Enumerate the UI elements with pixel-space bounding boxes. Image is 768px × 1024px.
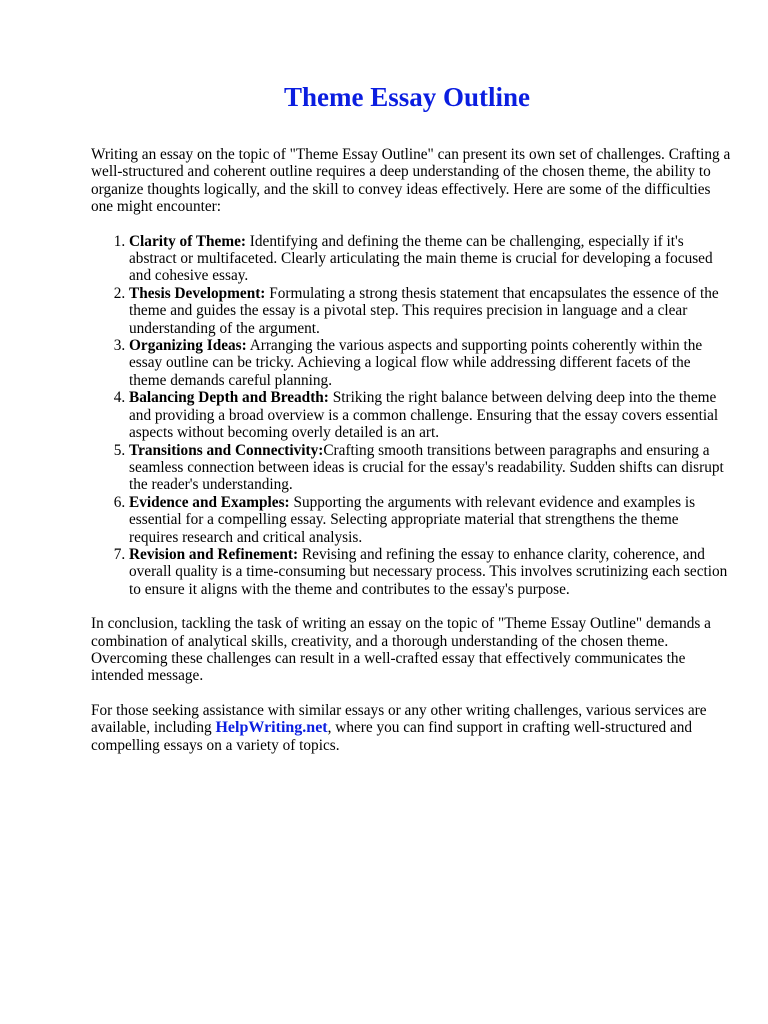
document-title: Theme Essay Outline <box>283 82 531 112</box>
list-item-text: Revising and refining the essay to enhance clarity, coherence, and overall quality is a time-consuming but necessary process. This involves scrutinizing each section to ensure it aligns with the theme and contributes to the essay's purpose. <box>129 545 728 598</box>
closing-paragraph <box>91 702 731 754</box>
list-item <box>129 233 731 285</box>
list-item-text: Identifying and defining the theme can be challenging, especially if it's abstract or multifaceted. Clearly articulating the main theme is crucial for developing a focused and cohesive essay. <box>129 232 713 285</box>
list-item-text: Arranging the various aspects and supporting points coherently within the essay outline can be tricky. Achieving a logical flow while addressing different facets of the theme demands careful planning. <box>129 337 703 389</box>
list-item-heading: Evidence and Examples: <box>129 493 290 511</box>
closing-text-before-link: For those seeking assistance with similar essays or any other writing challenges, various services are available, including <box>91 701 707 737</box>
challenges-list <box>91 233 731 599</box>
list-item <box>129 494 731 546</box>
closing-text-after-link: , where you can find support in crafting well-structured and compelling essays on a variety of topics. <box>91 719 693 754</box>
list-item-text: Formulating a strong thesis statement that encapsulates the essence of the theme and guides the essay is a pivotal step. This requires precision in language and a clear understanding of the argument. <box>129 284 719 337</box>
list-item-heading: Transitions and Connectivity: <box>129 441 324 459</box>
list-item-heading: Balancing Depth and Breadth: <box>129 389 329 407</box>
list-item-text: Crafting smooth transitions between paragraphs and ensuring a seamless connection between ideas is crucial for the essay's readability. Sudden shifts can disrupt the reader's understanding. <box>129 441 724 494</box>
list-item-heading: Clarity of Theme: <box>129 232 246 250</box>
list-item-heading: Organizing Ideas: <box>129 337 247 355</box>
list-item-text: Striking the right balance between delving deep into the theme and providing a broad overview is a common challenge. Ensuring that the essay covers essential aspects without becoming overly detailed is an art. <box>129 389 719 442</box>
intro-paragraph: Writing an essay on the topic of "Theme Essay Outline" can present its own set of challenges. Crafting a well-structured and coherent outline requires a deep understanding of the chosen theme, the ability to organize thoughts logically, and the skill to convey ideas effectively. Here are some of the difficulties one might encounter: <box>91 146 731 216</box>
list-item <box>129 285 731 337</box>
document-body <box>91 146 731 771</box>
helpwriting-link[interactable]: HelpWriting.net <box>215 719 328 737</box>
list-item-heading: Thesis Development: <box>129 284 266 302</box>
list-item-text: Supporting the arguments with relevant evidence and examples is essential for a compelling essay. Selecting appropriate material that strengthens the theme requires research and critical analysis. <box>129 493 696 546</box>
list-item <box>129 442 731 494</box>
conclusion-paragraph: In conclusion, tackling the task of writing an essay on the topic of "Theme Essay Outline" demands a combination of analytical skills, creativity, and a thorough understanding of the chosen theme. Overcoming these challenges can result in a well-crafted essay that effectively communicates the intended message. <box>91 615 711 685</box>
list-item-heading: Revision and Refinement: <box>129 545 299 563</box>
list-item <box>129 337 731 389</box>
list-item <box>129 389 731 441</box>
list-item <box>129 546 731 598</box>
